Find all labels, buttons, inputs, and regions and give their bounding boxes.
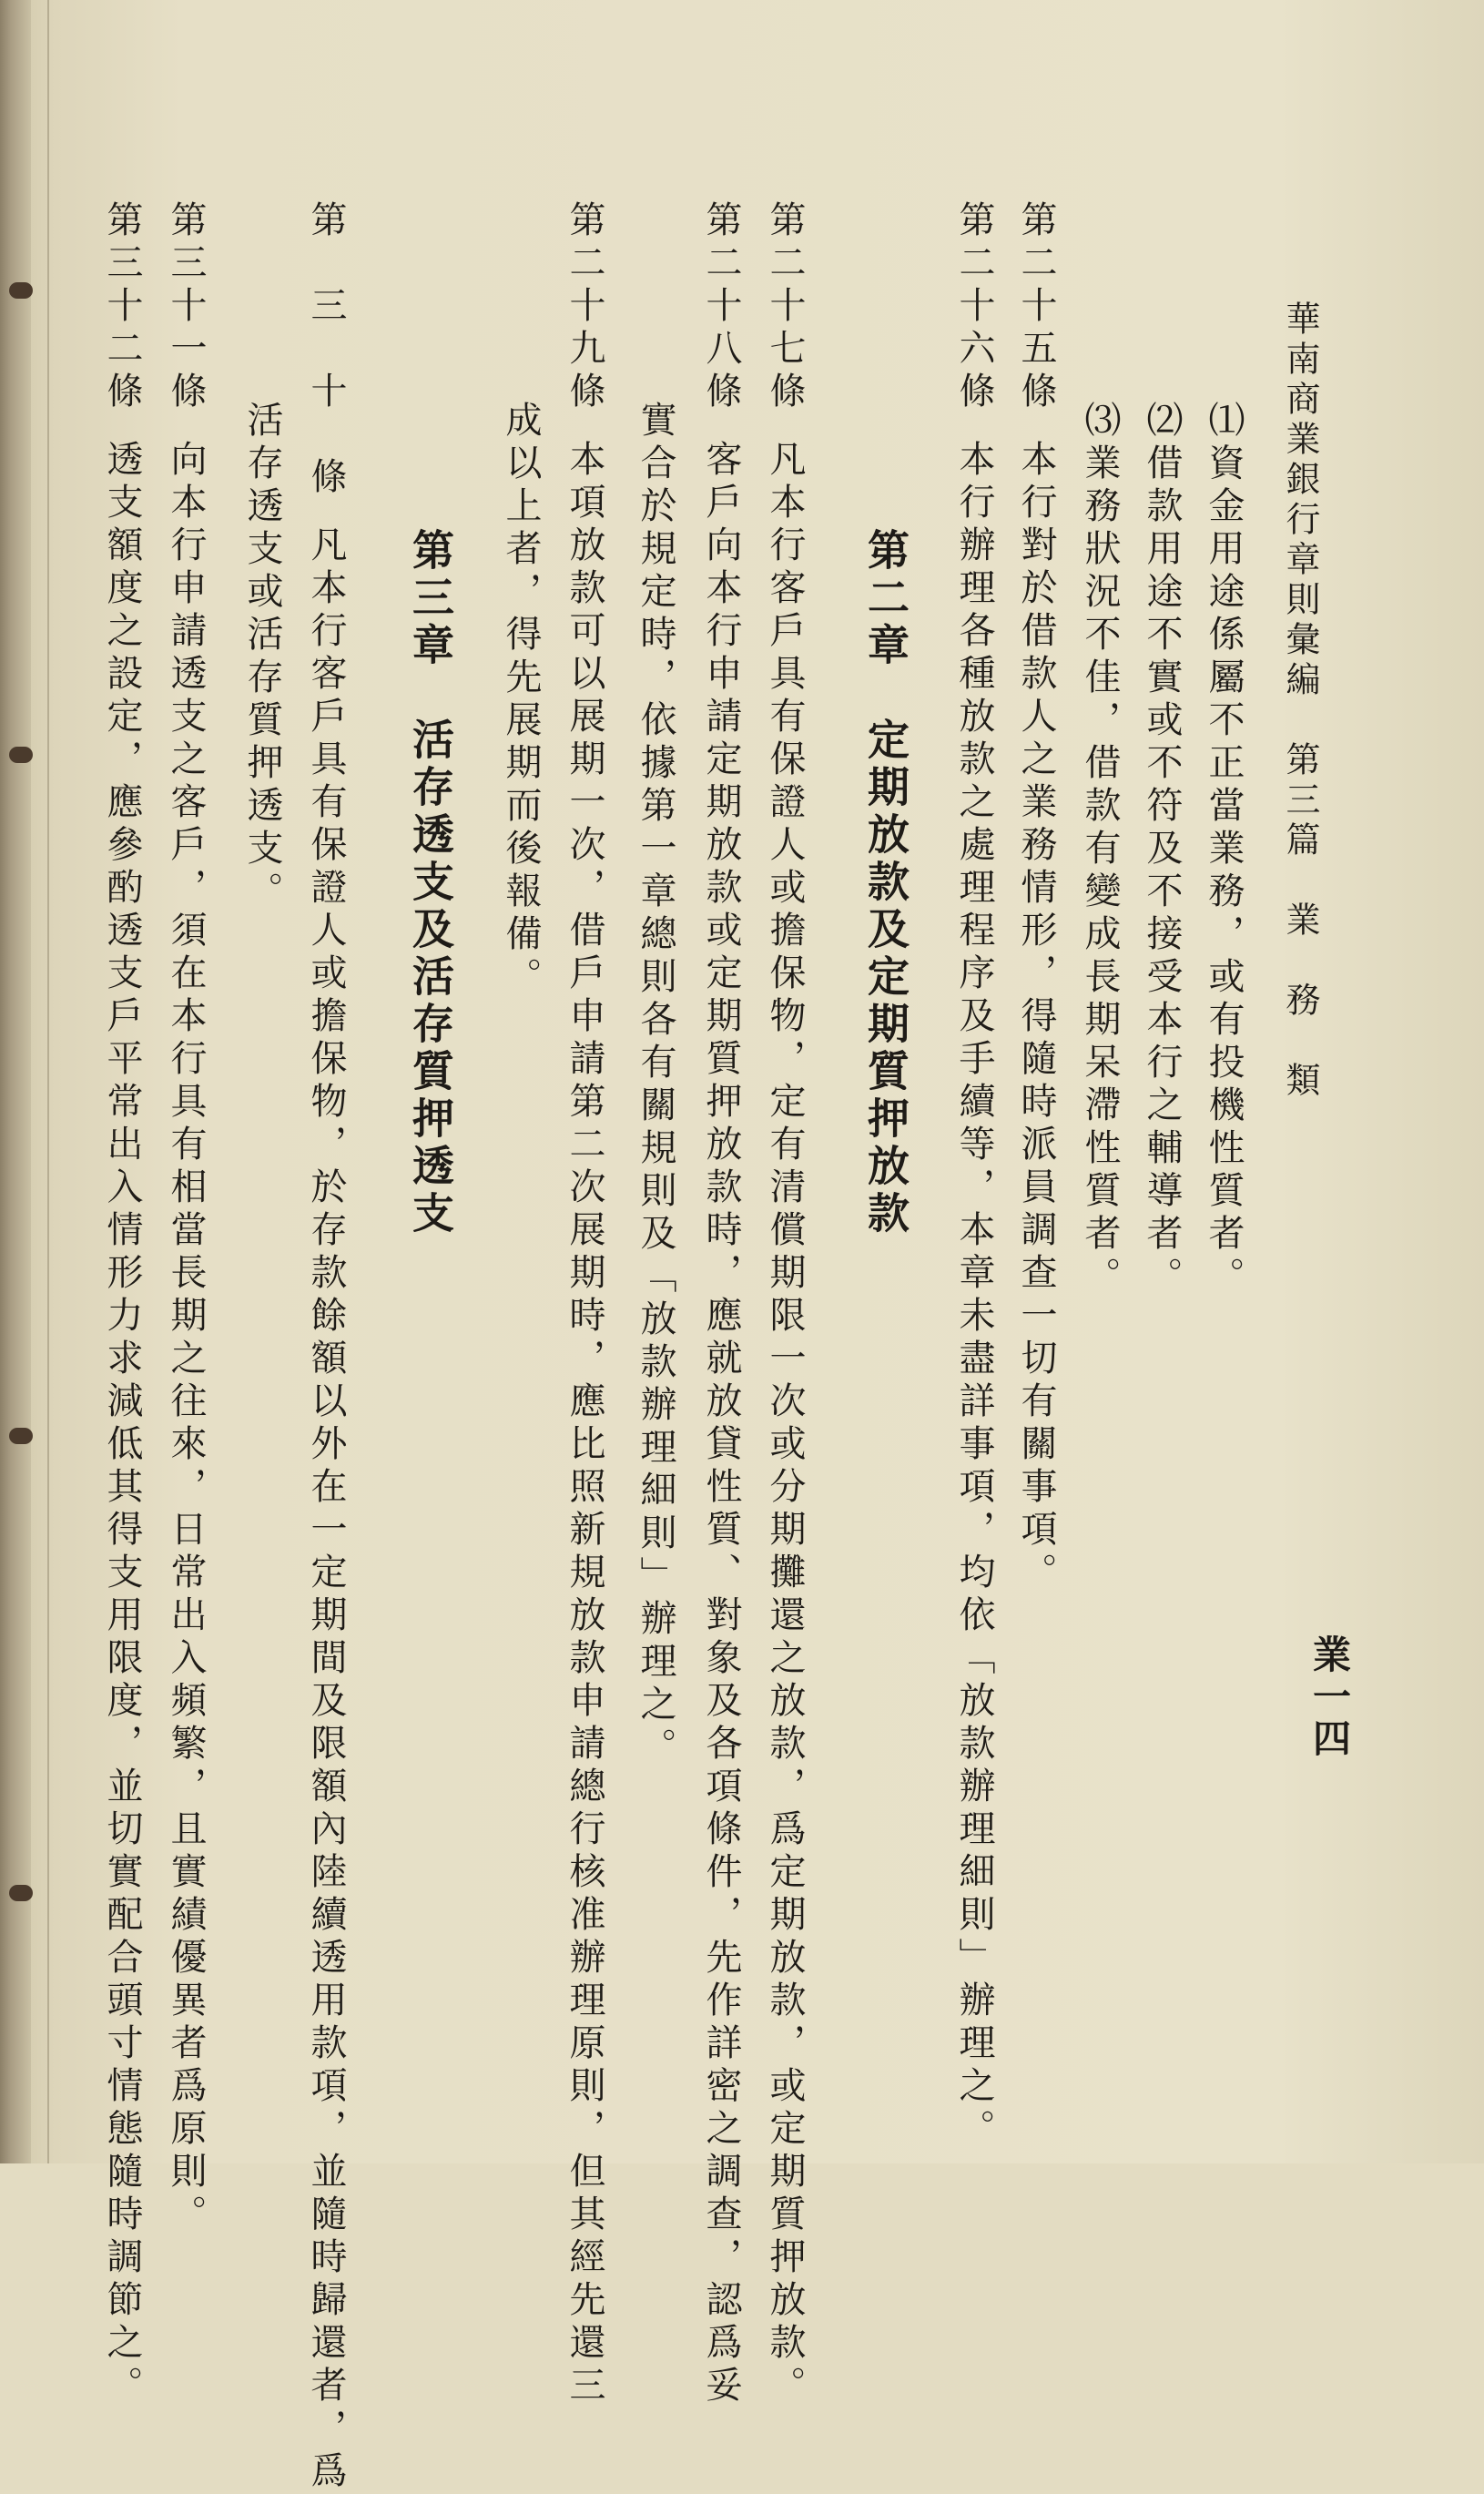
article-26 xyxy=(950,200,998,2152)
list-item-1: ⑴資金用途係屬不正當業務，或有投機性質者。 xyxy=(1203,401,1245,1299)
article-28-continued: 實合於規定時，依據第一章總則各有關規則及「放款辦理細則」辦理之。 xyxy=(635,401,676,1770)
article-32 xyxy=(98,200,146,2408)
article-number: 第三十二條 xyxy=(101,200,143,414)
list-item-3: ⑶業務狀況不佳，借款有變成長期呆滯性質者。 xyxy=(1079,401,1121,1299)
chapter-heading: 第三章 活存透支及活存質押透支 xyxy=(406,528,455,1238)
article-number: 第 三 十 條 xyxy=(305,200,347,500)
article-number: 第二十八條 xyxy=(700,200,742,414)
page-header: 華南商業銀行章則彙編 第三篇 業 務 類 xyxy=(1280,300,1320,1102)
article-number: 第二十六條 xyxy=(953,200,995,414)
article-text: 透支額度之設定，應參酌透支戶平常出入情形力求減低其得支用限度，並切實配合頭寸情態隨時調節之。 xyxy=(101,440,143,2408)
article-number: 第二十七條 xyxy=(764,200,806,414)
binding-stitch xyxy=(9,1428,33,1444)
article-text: 本行辦理各種放款之處理程序及手續等，本章未盡詳事項，均依「放款辦理細則」辦理之。 xyxy=(953,440,995,2152)
article-29 xyxy=(561,200,608,2408)
article-text: 凡本行客戶具有保證人或擔保物，於存款餘額以外在一定期間及限額內陸續透用款項，並隨時歸還者，爲 xyxy=(305,525,347,2494)
article-number: 第二十九條 xyxy=(564,200,605,414)
binding-stitch xyxy=(9,282,33,299)
article-text: 客戶向本行申請定期放款或定期質押放款時，應就放貸性質、對象及各項條件，先作詳密之調查，認爲妥 xyxy=(700,440,742,2408)
article-25 xyxy=(1012,200,1060,1595)
book-binding xyxy=(0,0,31,2163)
article-text: 本項放款可以展期一次，借戶申請第二次展期時，應比照新規放款申請總行核准辦理原則，但其經先還三 xyxy=(564,440,605,2408)
chapter-heading: 第二章 定期放款及定期質押放款 xyxy=(861,528,910,1238)
article-text: 凡本行客戶具有保證人或擔保物，定有清償期限一次或分期攤還之放款，爲定期放款，或定期質押放款。 xyxy=(764,440,806,2408)
article-number: 第三十一條 xyxy=(165,200,207,414)
article-number: 第二十五條 xyxy=(1015,200,1057,414)
article-28 xyxy=(697,200,745,2408)
page-number: 業一四 xyxy=(1307,1634,1352,1760)
article-30-continued: 活存透支或活存質押透支。 xyxy=(241,401,283,914)
list-item-2: ⑵借款用途不實或不符及不接受本行之輔導者。 xyxy=(1141,401,1183,1299)
article-27 xyxy=(761,200,808,2408)
binding-stitch xyxy=(9,1885,33,1901)
binding-stitch xyxy=(9,747,33,763)
article-30 xyxy=(302,200,350,2494)
binding-edge-line xyxy=(47,0,49,2163)
article-31 xyxy=(162,200,209,2237)
article-text: 本行對於借款人之業務情形，得隨時派員調查一切有關事項。 xyxy=(1015,440,1057,1595)
article-29-continued: 成以上者，得先展期而後報備。 xyxy=(500,401,542,1000)
article-text: 向本行申請透支之客戶，須在本行具有相當長期之往來，日常出入頻繁，且實績優異者爲原則。 xyxy=(165,440,207,2237)
